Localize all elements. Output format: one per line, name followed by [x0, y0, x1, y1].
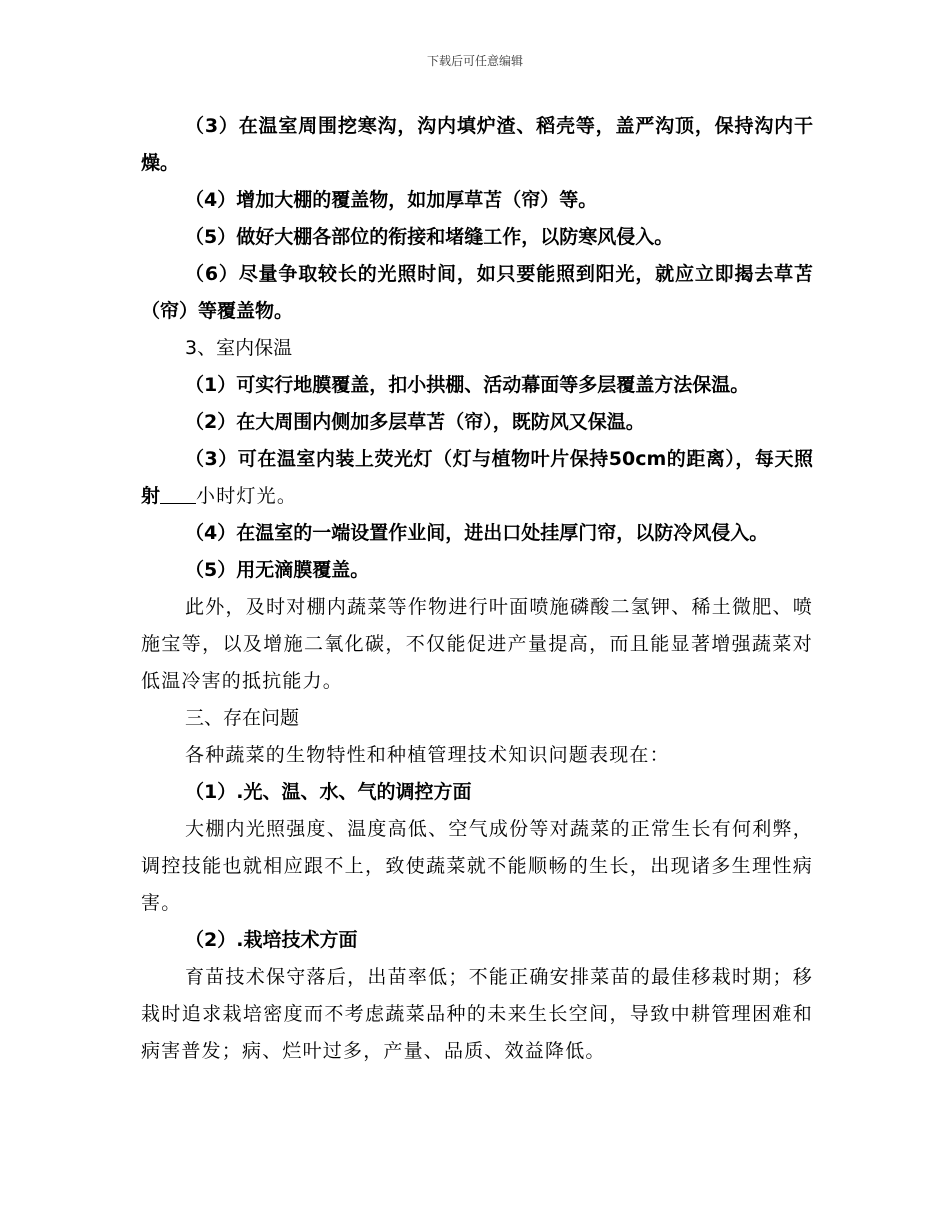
lamp-text-start: （3）可在温室内装上荧光灯（灯与植物叶片保持50cm的距离），每天照射	[141, 448, 813, 507]
section-heading-problems: 三、存在问题	[185, 707, 300, 729]
paragraph-work-room: （4）在温室的一端设置作业间，进出口处挂厚门帘，以防冷风侵入。	[185, 522, 769, 544]
paragraph-no-drip-film: （5）用无滴膜覆盖。	[185, 559, 370, 581]
paragraph-seal-gaps: （5）做好大棚各部位的衔接和堵缝工作，以防寒风侵入。	[185, 226, 674, 248]
subheading-climate-control: （1）.光、温、水、气的调控方面	[185, 781, 472, 803]
lamp-text-end: 小时灯光。	[196, 485, 298, 507]
paragraph-problems-intro: 各种蔬菜的生物特性和种植管理技术知识问题表现在：	[185, 744, 670, 766]
paragraph-light-time: （6）尽量争取较长的光照时间，如只要能照到阳光，就应立即揭去草苫（帘）等覆盖物。	[141, 263, 813, 322]
subheading-cultivation: （2）.栽培技术方面	[185, 929, 358, 951]
paragraph-fluorescent-lamp	[141, 441, 813, 515]
paragraph-cultivation: 育苗技术保守落后，出苗率低；不能正确安排菜苗的最佳移栽时期；移栽时追求栽培密度而不考虑蔬菜品种的未来生长空间，导致中耕管理困难和病害普发；病、烂叶过多，产量、品质、效益降低。	[141, 966, 813, 1062]
page-header-note: 下载后可任意编辑	[426, 54, 523, 68]
fill-in-blank	[160, 502, 196, 504]
section-heading-indoor: 3、室内保温	[185, 337, 293, 359]
paragraph-climate-control: 大棚内光照强度、温度高低、空气成份等对蔬菜的正常生长有何利弊，调控技能也就相应跟不上，致使蔬菜就不能顺畅的生长，出现诸多生理性病害。	[141, 818, 813, 914]
paragraph-mulch-film: （1）可实行地膜覆盖，扣小拱棚、活动幕面等多层覆盖方法保温。	[185, 374, 750, 396]
paragraph-foliar-spray: 此外，及时对棚内蔬菜等作物进行叶面喷施磷酸二氢钾、稀土微肥、喷施宝等，以及增施二氧化碳，不仅能促进产量提高，而且能显著增强蔬菜对低温冷害的抵抗能力。	[141, 596, 813, 692]
paragraph-cold-trench: （3）在温室周围挖寒沟，沟内填炉渣、稻壳等，盖严沟顶，保持沟内干燥。	[141, 115, 813, 174]
document-body	[141, 108, 813, 1070]
paragraph-add-cover: （4）增加大棚的覆盖物，如加厚草苫（帘）等。	[185, 189, 598, 211]
paragraph-straw-mats: （2）在大周围内侧加多层草苫（帘），既防风又保温。	[185, 411, 645, 433]
